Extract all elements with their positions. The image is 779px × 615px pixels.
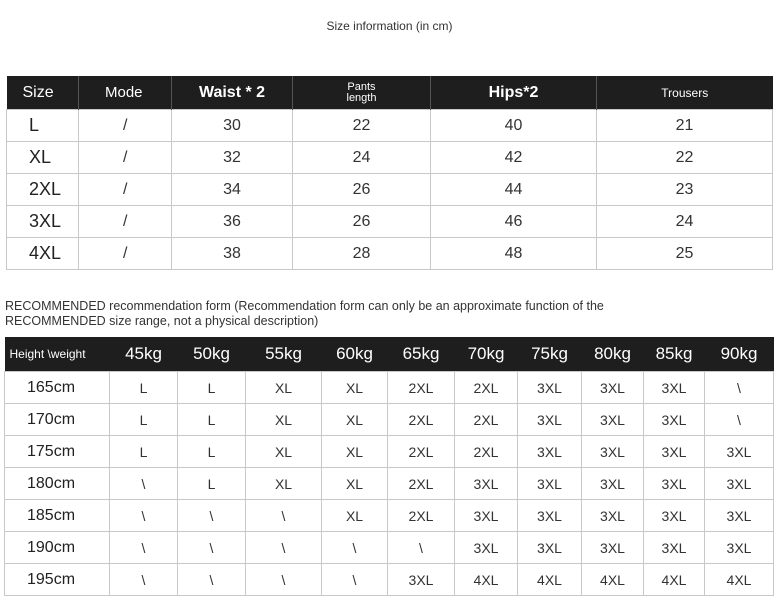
- size-recommendation-cell: 2XL: [455, 404, 518, 436]
- column-header-weight: 60kg: [322, 337, 388, 372]
- size-cell: XL: [7, 142, 79, 174]
- size-cell: 4XL: [7, 238, 79, 270]
- mode-cell: /: [79, 110, 172, 142]
- size-recommendation-cell: 3XL: [518, 404, 582, 436]
- size-recommendation-cell: XL: [322, 372, 388, 404]
- pants-length-cell: 22: [293, 110, 431, 142]
- size-recommendation-cell: \: [110, 564, 178, 596]
- page-title: Size information (in cm): [326, 19, 453, 33]
- size-recommendation-cell: 3XL: [455, 468, 518, 500]
- column-header-weight: 55kg: [246, 337, 322, 372]
- size-recommendation-cell: \: [705, 404, 774, 436]
- column-header-hips: Hips*2: [431, 76, 597, 110]
- mode-cell: /: [79, 238, 172, 270]
- trousers-cell: 21: [597, 110, 773, 142]
- size-recommendation-cell: \: [178, 564, 246, 596]
- size-recommendation-cell: L: [178, 372, 246, 404]
- pants-length-cell: 26: [293, 174, 431, 206]
- column-header-weight: 70kg: [455, 337, 518, 372]
- hips-cell: 46: [431, 206, 597, 238]
- size-recommendation-cell: \: [246, 532, 322, 564]
- size-recommendation-cell: 3XL: [518, 436, 582, 468]
- size-recommendation-cell: 3XL: [518, 468, 582, 500]
- size-recommendation-cell: 4XL: [644, 564, 705, 596]
- size-recommendation-cell: XL: [322, 468, 388, 500]
- mode-cell: /: [79, 142, 172, 174]
- size-recommendation-cell: 3XL: [644, 532, 705, 564]
- column-header-weight: 65kg: [388, 337, 455, 372]
- size-recommendation-cell: \: [705, 372, 774, 404]
- trousers-cell: 25: [597, 238, 773, 270]
- column-header-pants-length: [293, 76, 431, 110]
- column-header-height-weight: Height \weight: [5, 337, 110, 372]
- waist-cell: 34: [172, 174, 293, 206]
- column-header-weight: 80kg: [582, 337, 644, 372]
- size-recommendation-cell: 2XL: [455, 372, 518, 404]
- size-recommendation-cell: 3XL: [388, 564, 455, 596]
- size-recommendation-cell: L: [178, 468, 246, 500]
- size-recommendation-cell: 2XL: [388, 372, 455, 404]
- size-recommendation-cell: 3XL: [455, 532, 518, 564]
- size-recommendation-cell: 4XL: [705, 564, 774, 596]
- table-row: [5, 404, 774, 436]
- size-recommendation-cell: 3XL: [582, 404, 644, 436]
- size-recommendation-cell: 3XL: [705, 468, 774, 500]
- size-recommendation-cell: XL: [246, 468, 322, 500]
- size-table-header-row: [7, 76, 773, 110]
- size-recommendation-cell: 2XL: [455, 436, 518, 468]
- table-row: [7, 174, 773, 206]
- column-header-pants-length-label: Pants length: [346, 80, 377, 104]
- pants-length-cell: 24: [293, 142, 431, 174]
- size-cell: 2XL: [7, 174, 79, 206]
- size-cell: L: [7, 110, 79, 142]
- size-recommendation-cell: 2XL: [388, 468, 455, 500]
- height-cell: 175cm: [5, 436, 110, 468]
- height-cell: 190cm: [5, 532, 110, 564]
- size-recommendation-cell: 2XL: [388, 500, 455, 532]
- height-cell: 180cm: [5, 468, 110, 500]
- size-recommendation-cell: XL: [246, 404, 322, 436]
- waist-cell: 36: [172, 206, 293, 238]
- hips-cell: 44: [431, 174, 597, 206]
- size-recommendation-cell: L: [110, 404, 178, 436]
- size-cell: 3XL: [7, 206, 79, 238]
- size-recommendation-cell: XL: [246, 372, 322, 404]
- size-recommendation-cell: L: [110, 436, 178, 468]
- pants-length-cell: 26: [293, 206, 431, 238]
- size-recommendation-cell: 4XL: [582, 564, 644, 596]
- column-header-waist: Waist * 2: [172, 76, 293, 110]
- size-recommendation-cell: 4XL: [455, 564, 518, 596]
- size-recommendation-cell: 3XL: [705, 500, 774, 532]
- waist-cell: 30: [172, 110, 293, 142]
- size-recommendation-cell: 3XL: [518, 372, 582, 404]
- size-recommendation-cell: \: [322, 564, 388, 596]
- size-recommendation-cell: 2XL: [388, 404, 455, 436]
- recommendation-table: [4, 337, 774, 596]
- waist-cell: 32: [172, 142, 293, 174]
- height-cell: 195cm: [5, 564, 110, 596]
- trousers-cell: 22: [597, 142, 773, 174]
- size-recommendation-cell: \: [178, 532, 246, 564]
- size-recommendation-cell: 3XL: [644, 500, 705, 532]
- size-recommendation-cell: L: [110, 372, 178, 404]
- hips-cell: 40: [431, 110, 597, 142]
- size-recommendation-cell: 3XL: [644, 468, 705, 500]
- height-cell: 165cm: [5, 372, 110, 404]
- recommendation-table-body: [5, 372, 774, 596]
- table-row: [5, 468, 774, 500]
- size-recommendation-cell: L: [178, 404, 246, 436]
- size-recommendation-cell: \: [110, 532, 178, 564]
- size-recommendation-cell: \: [246, 500, 322, 532]
- size-recommendation-cell: 3XL: [582, 468, 644, 500]
- recommendation-header-row: [5, 337, 774, 372]
- waist-cell: 38: [172, 238, 293, 270]
- table-row: [7, 238, 773, 270]
- size-recommendation-cell: 3XL: [705, 532, 774, 564]
- table-row: [5, 436, 774, 468]
- column-header-weight: 90kg: [705, 337, 774, 372]
- size-recommendation-cell: 3XL: [518, 500, 582, 532]
- table-row: [5, 564, 774, 596]
- size-recommendation-cell: XL: [322, 404, 388, 436]
- size-recommendation-cell: \: [178, 500, 246, 532]
- table-row: [7, 142, 773, 174]
- table-row: [5, 500, 774, 532]
- table-row: [7, 206, 773, 238]
- column-header-size: Size: [7, 76, 79, 110]
- table-row: [5, 532, 774, 564]
- table-row: [7, 110, 773, 142]
- recommendation-note: RECOMMENDED recommendation form (Recommendation form can only be an approximate function of the RECOMMENDED size range, not a physical description): [5, 299, 604, 328]
- size-recommendation-cell: \: [246, 564, 322, 596]
- column-header-trousers: Trousers: [597, 76, 773, 110]
- column-header-mode: Mode: [79, 76, 172, 110]
- trousers-cell: 23: [597, 174, 773, 206]
- size-recommendation-cell: 3XL: [518, 532, 582, 564]
- table-row: [5, 372, 774, 404]
- hips-cell: 42: [431, 142, 597, 174]
- size-recommendation-cell: 3XL: [582, 372, 644, 404]
- size-recommendation-cell: XL: [246, 436, 322, 468]
- size-recommendation-cell: 3XL: [644, 404, 705, 436]
- height-cell: 170cm: [5, 404, 110, 436]
- mode-cell: /: [79, 174, 172, 206]
- size-recommendation-cell: 3XL: [582, 500, 644, 532]
- size-recommendation-cell: 3XL: [644, 372, 705, 404]
- size-recommendation-cell: 3XL: [644, 436, 705, 468]
- size-recommendation-cell: \: [322, 532, 388, 564]
- size-recommendation-cell: 4XL: [518, 564, 582, 596]
- column-header-weight: 50kg: [178, 337, 246, 372]
- size-table-body: [7, 110, 773, 270]
- size-recommendation-cell: XL: [322, 500, 388, 532]
- size-recommendation-cell: XL: [322, 436, 388, 468]
- pants-length-cell: 28: [293, 238, 431, 270]
- mode-cell: /: [79, 206, 172, 238]
- size-recommendation-cell: 3XL: [455, 500, 518, 532]
- column-header-weight: 85kg: [644, 337, 705, 372]
- trousers-cell: 24: [597, 206, 773, 238]
- size-recommendation-cell: 2XL: [388, 436, 455, 468]
- size-recommendation-cell: L: [178, 436, 246, 468]
- column-header-weight: 75kg: [518, 337, 582, 372]
- size-recommendation-cell: 3XL: [582, 436, 644, 468]
- size-recommendation-cell: 3XL: [705, 436, 774, 468]
- column-header-weight: 45kg: [110, 337, 178, 372]
- size-recommendation-cell: \: [388, 532, 455, 564]
- size-recommendation-cell: \: [110, 500, 178, 532]
- size-recommendation-cell: 3XL: [582, 532, 644, 564]
- size-recommendation-cell: \: [110, 468, 178, 500]
- height-cell: 185cm: [5, 500, 110, 532]
- hips-cell: 48: [431, 238, 597, 270]
- size-table: [6, 76, 773, 270]
